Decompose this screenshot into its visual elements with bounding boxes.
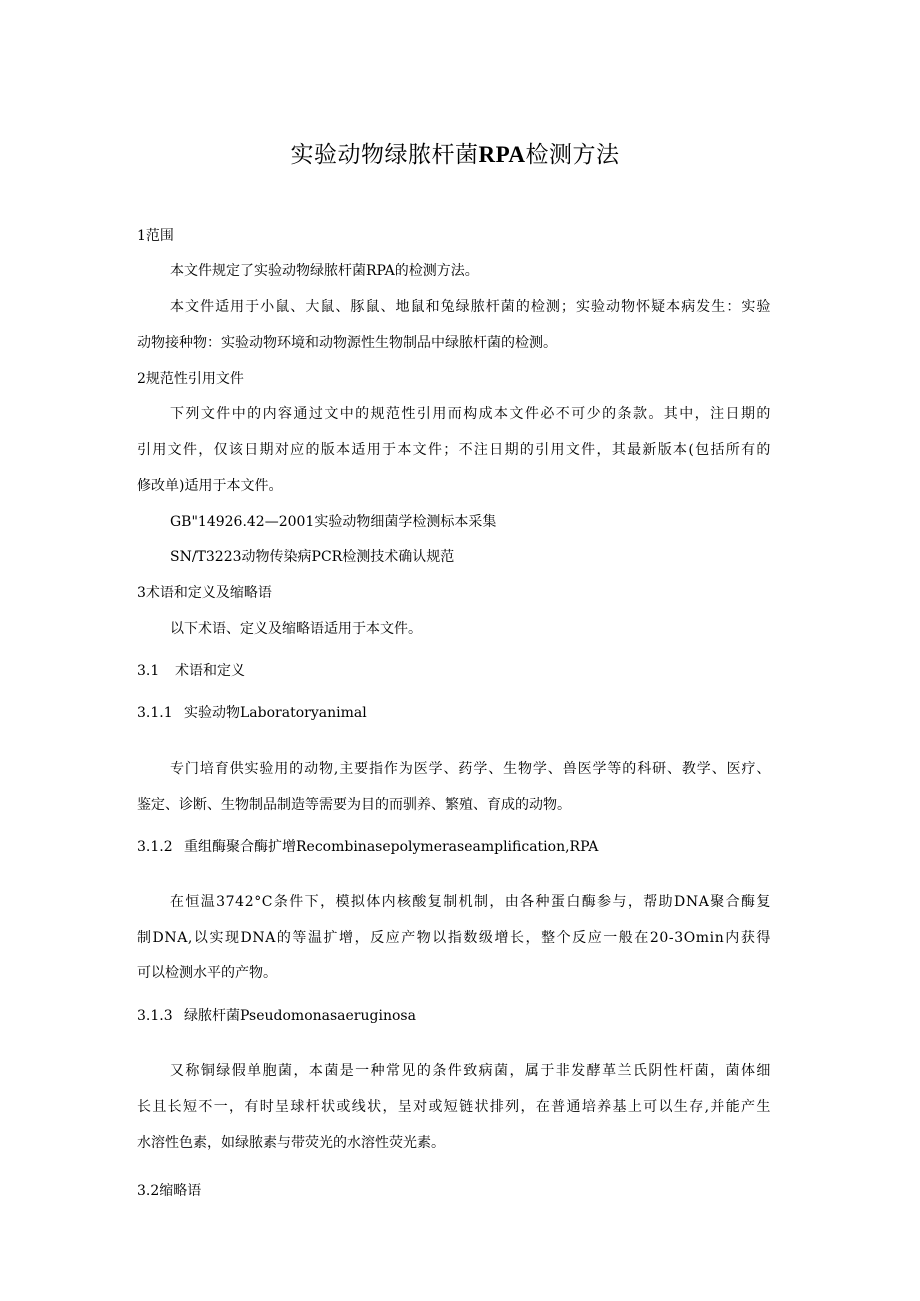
section-3-2-heading: 3.2缩略语 bbox=[137, 1183, 202, 1199]
definition-3-1-3-line-2: 长且长短不一，有时呈球杆状或线状，呈对或短链状排列，在普通培养基上可以生存,并能产生 bbox=[137, 1099, 771, 1115]
section-3-1-heading bbox=[137, 661, 245, 681]
section-2-paragraph-line-1: 下列文件中的内容通过文中的规范性引用而构成本文件必不可少的条款。其中，注日期的 bbox=[170, 406, 771, 422]
reference-item-1: GB"14926.42—2001实验动物细菌学检测标本采集 bbox=[170, 514, 497, 530]
section-3-1-1-title: 实验动物Laboratoryanimal bbox=[184, 705, 367, 721]
definition-3-1-2-line-3: 可以检测水平的产物。 bbox=[137, 965, 277, 981]
title-cn-part1: 实验动物绿脓杆菌 bbox=[290, 142, 479, 168]
definition-3-1-2-line-1: 在恒温3742°C条件下，模拟体内核酸复制机制，由各种蛋白酶参与，帮助DNA聚合酶复 bbox=[170, 894, 771, 910]
section-3-1-number: 3.1 bbox=[137, 663, 160, 679]
definition-3-1-3-line-3: 水溶性色素，如绿脓素与带荧光的水溶性荧光素。 bbox=[137, 1135, 445, 1151]
section-3-1-3-title: 绿脓杆菌Pseudomonasaeruginosa bbox=[184, 1008, 416, 1024]
section-1-paragraph-1: 本文件规定了实验动物绿脓杆菌RPA的检测方法。 bbox=[170, 263, 479, 279]
definition-3-1-3-line-1: 又称铜绿假单胞菌，本菌是一种常见的条件致病菌，属于非发酵革兰氏阴性杆菌，菌体细 bbox=[170, 1063, 771, 1079]
section-3-1-1-heading bbox=[137, 703, 367, 723]
section-3-1-3-heading bbox=[137, 1006, 416, 1026]
section-1-paragraph-2-line-1: 本文件适用于小鼠、大鼠、豚鼠、地鼠和兔绿脓杆菌的检测；实验动物怀疑本病发生：实验 bbox=[170, 299, 771, 315]
section-2-heading: 2规范性引用文件 bbox=[137, 371, 244, 387]
reference-item-2: SN/T3223动物传染病PCR检测技术确认规范 bbox=[170, 549, 455, 565]
section-3-1-title: 术语和定义 bbox=[175, 663, 245, 679]
section-3-1-1-number: 3.1.1 bbox=[137, 705, 173, 721]
section-3-1-2-heading bbox=[137, 837, 598, 857]
definition-3-1-1-line-1: 专门培育供实验用的动物,主要指作为医学、药学、生物学、兽医学等的科研、教学、医疗、 bbox=[170, 761, 771, 777]
section-2-paragraph-line-2: 引用文件，仅该日期对应的版本适用于本文件；不注日期的引用文件，其最新版本(包括所有的 bbox=[137, 442, 771, 458]
definition-3-1-1-line-2: 鉴定、诊断、生物制品制造等需要为目的而驯养、繁殖、育成的动物。 bbox=[137, 797, 571, 813]
section-3-paragraph: 以下术语、定义及缩略语适用于本文件。 bbox=[170, 621, 422, 637]
section-3-1-3-number: 3.1.3 bbox=[137, 1008, 173, 1024]
section-3-heading: 3术语和定义及缩略语 bbox=[137, 585, 272, 601]
title-latin-part: RPA bbox=[478, 142, 526, 167]
title-cn-part2: 检测方法 bbox=[525, 142, 620, 168]
document-title bbox=[0, 136, 910, 169]
definition-3-1-2-line-2: 制DNA,以实现DNA的等温扩增，反应产物以指数级增长，整个反应一般在20-3Omin内获得 bbox=[137, 930, 771, 946]
section-3-1-2-number: 3.1.2 bbox=[137, 839, 173, 855]
section-2-paragraph-line-3: 修改单)适用于本文件。 bbox=[137, 478, 283, 494]
section-1-paragraph-2-line-2: 动物接种物：实验动物环境和动物源性生物制品中绿脓杆菌的检测。 bbox=[137, 335, 557, 351]
section-1-heading: 1范围 bbox=[137, 228, 174, 244]
section-3-1-2-title: 重组酶聚合酶扩增Recombinasepolymeraseamplification,RPA bbox=[184, 839, 599, 855]
